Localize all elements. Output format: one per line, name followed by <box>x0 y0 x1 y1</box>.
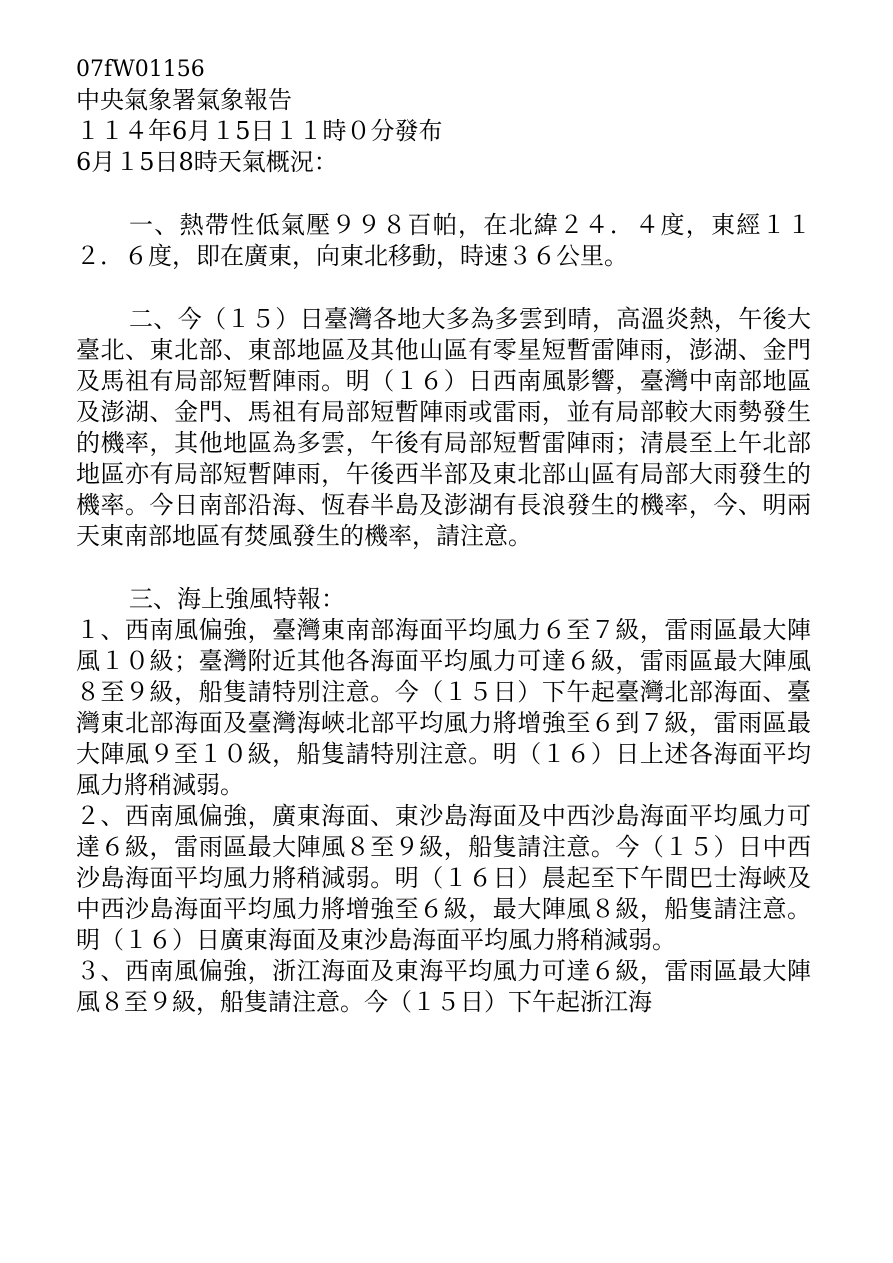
document-id: 07fW01156 <box>76 57 205 82</box>
overview-heading: 6月１5日8時天氣概況： <box>76 148 338 176</box>
section-gap <box>76 272 811 304</box>
warning-item: ２、西南風偏強，廣東海面、東沙島海面及中西沙島海面平均風力可達６級，雷雨區最大陣風８至９級，船隻請注意。今（１５）日中西沙島海面平均風力將稍減弱。明（１６日）晨起至下午間巴士海峽及中西沙島海面平均風力將增強至６級，最大陣風８級，船隻請注意。明（１６）日廣東海面及東沙島海面平均風力將稍減弱。 <box>76 802 811 954</box>
section-gap <box>76 552 811 584</box>
report-title: 中央氣象署氣象報告 <box>76 86 292 114</box>
section-gap <box>76 178 811 210</box>
section-one-paragraph: 一、熱帶性低氣壓９９８百帕，在北緯２４．４度，東經１１２．６度，即在廣東，向東北移動，時速３６公里。 <box>76 211 811 270</box>
weather-report-document <box>76 54 811 1018</box>
warning-item: ３、西南風偏強，浙江海面及東海平均風力可達６級，雷雨區最大陣風８至９級，船隻請注意。今（１５日）下午起浙江海 <box>76 957 811 1016</box>
section-two-paragraph: 二、今（１５）日臺灣各地大多為多雲到晴，高溫炎熱，午後大臺北、東北部、東部地區及其他山區有零星短暫雷陣雨，澎湖、金門及馬祖有局部短暫陣雨。明（１６）日西南風影響，臺灣中南部地區及澎湖、金門、馬祖有局部短暫陣雨或雷雨，並有局部較大雨勢發生的機率，其他地區為多雲，午後有局部短暫雷陣雨；清晨至上午北部地區亦有局部短暫陣雨，午後西半部及東北部山區有局部大雨發生的機率。今日南部沿海、恆春半島及澎湖有長浪發生的機率，今、明兩天東南部地區有焚風發生的機率，請注意。 <box>76 305 811 550</box>
warning-item: １、西南風偏強，臺灣東南部海面平均風力６至７級，雷雨區最大陣風１０級；臺灣附近其他各海面平均風力可達６級，雷雨區最大陣風８至９級，船隻請特別注意。今（１５日）下午起臺灣北部海面、臺灣東北部海面及臺灣海峽北部平均風力將增強至６到７級，雷雨區最大陣風９至１０級，船隻請特別注意。明（１６）日上述各海面平均風力將稍減弱。 <box>76 616 811 799</box>
issue-time: １１４年6月１5日１１時０分發布 <box>76 117 443 145</box>
section-three-title: 三、海上強風特報： <box>129 585 345 613</box>
